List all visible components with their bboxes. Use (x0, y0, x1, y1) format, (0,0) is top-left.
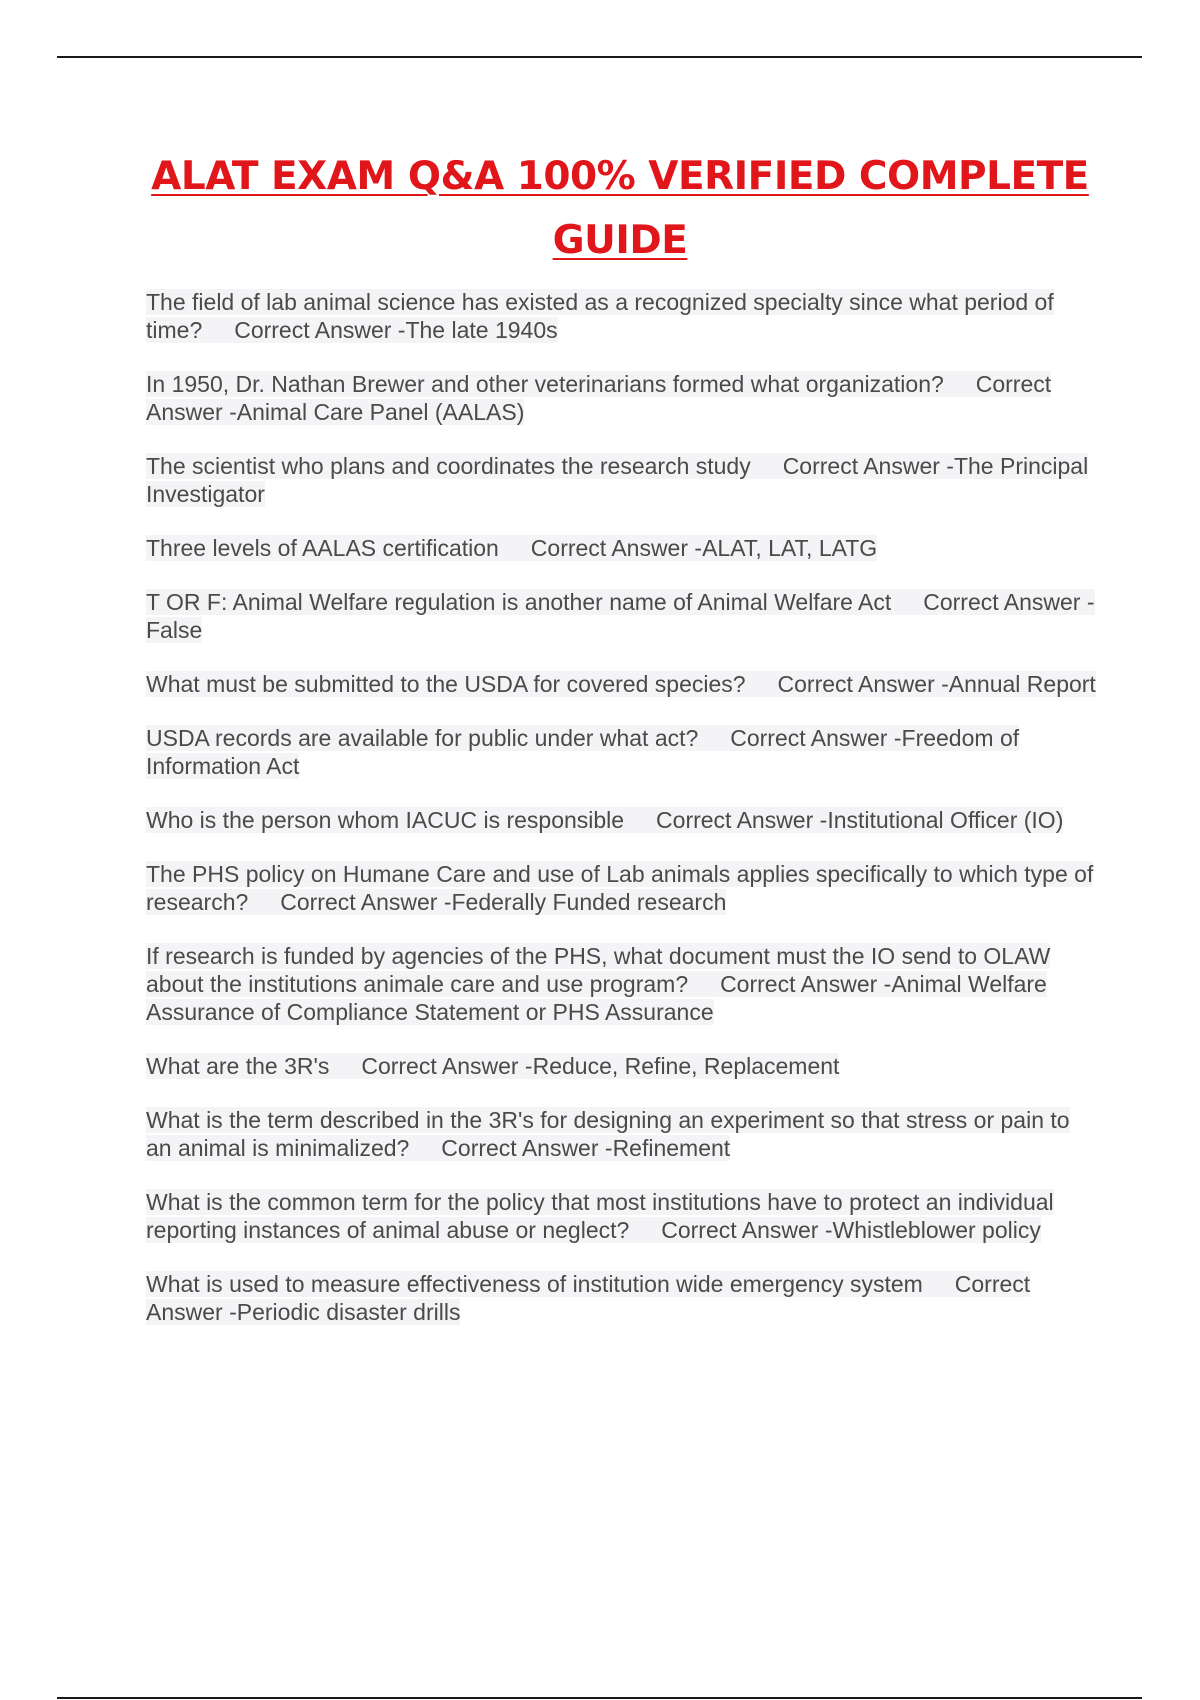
question-text: What is the term described in the 3R's for designing an experiment so that stress or pain to an animal is minimalized? (146, 1107, 1070, 1161)
answer-label: Correct Answer - (782, 453, 954, 479)
answer-text: Periodic disaster drills (236, 1299, 461, 1325)
answer-label: Correct Answer - (234, 317, 406, 343)
answer-text: Freedom of Information Act (146, 725, 1020, 779)
qa-item (146, 1188, 1096, 1244)
qa-item (146, 452, 1096, 508)
title-line-1: ALAT EXAM Q&A 100% VERIFIED COMPLETE (151, 154, 1089, 199)
answer-label: Correct Answer - (530, 535, 703, 561)
answer-label: Correct Answer - (146, 371, 1052, 425)
answer-text: The Principal Investigator (146, 453, 1089, 507)
qa-item (146, 1052, 1096, 1080)
answer-label: Correct Answer - (923, 589, 1095, 615)
qa-item (146, 670, 1096, 698)
question-text: Who is the person whom IACUC is responsible (146, 807, 625, 833)
qa-item (146, 724, 1096, 780)
qa-item (146, 1106, 1096, 1162)
answer-text: Whistleblower policy (832, 1217, 1041, 1243)
qa-item (146, 588, 1096, 644)
qa-item (146, 534, 1096, 562)
document-title (140, 145, 1100, 273)
qa-item (146, 370, 1096, 426)
question-text: USDA records are available for public under what act? (146, 725, 699, 751)
top-rule (57, 56, 1142, 58)
answer-label: Correct Answer - (730, 725, 902, 751)
question-text: The field of lab animal science has existed as a recognized specialty since what period of time? (146, 289, 1054, 343)
answer-text: False (146, 617, 203, 643)
qa-item (146, 860, 1096, 916)
answer-label: Correct Answer - (661, 1217, 833, 1243)
answer-label: Correct Answer - (280, 889, 452, 915)
answer-text: Annual Report (948, 671, 1096, 697)
answer-text: Animal Welfare Assurance of Compliance Statement or PHS Assurance (146, 971, 1047, 1025)
qa-item (146, 1270, 1096, 1326)
question-text: In 1950, Dr. Nathan Brewer and other veterinarians formed what organization? (146, 371, 944, 397)
answer-text: Reduce, Refine, Replacement (532, 1053, 840, 1079)
question-text: The scientist who plans and coordinates the research study (146, 453, 751, 479)
question-text: What must be submitted to the USDA for covered species? (146, 671, 746, 697)
answer-text: The late 1940s (405, 317, 558, 343)
answer-label: Correct Answer - (441, 1135, 613, 1161)
answer-label: Correct Answer - (720, 971, 892, 997)
answer-label: Correct Answer - (361, 1053, 533, 1079)
question-text: What is used to measure effectiveness of institution wide emergency system (146, 1271, 923, 1297)
answer-label: Correct Answer - (146, 1271, 1031, 1325)
answer-label: Correct Answer - (777, 671, 949, 697)
qa-item (146, 806, 1096, 834)
question-text: What is the common term for the policy that most institutions have to protect an individual reporting instances of animal abuse or neglect? (146, 1189, 1054, 1243)
answer-text: Refinement (612, 1135, 731, 1161)
question-text: T OR F: Animal Welfare regulation is another name of Animal Welfare Act (146, 589, 892, 615)
answer-text: Federally Funded research (451, 889, 727, 915)
question-text: Three levels of AALAS certification (146, 535, 499, 561)
answer-text: Institutional Officer (IO) (827, 807, 1064, 833)
question-text: If research is funded by agencies of the PHS, what document must the IO send to OLAW about the institutions animale care and use program? (146, 943, 1051, 997)
qa-item (146, 288, 1096, 344)
answer-text: Animal Care Panel (AALAS) (236, 399, 525, 425)
qa-item (146, 942, 1096, 1026)
question-text: The PHS policy on Humane Care and use of Lab animals applies specifically to which type of research? (146, 861, 1094, 915)
qa-list (146, 288, 1096, 1352)
question-text: What are the 3R's (146, 1053, 330, 1079)
title-line-2: GUIDE (552, 218, 688, 263)
answer-text: ALAT, LAT, LATG (702, 535, 878, 561)
bottom-rule (57, 1697, 1142, 1699)
answer-label: Correct Answer - (656, 807, 828, 833)
